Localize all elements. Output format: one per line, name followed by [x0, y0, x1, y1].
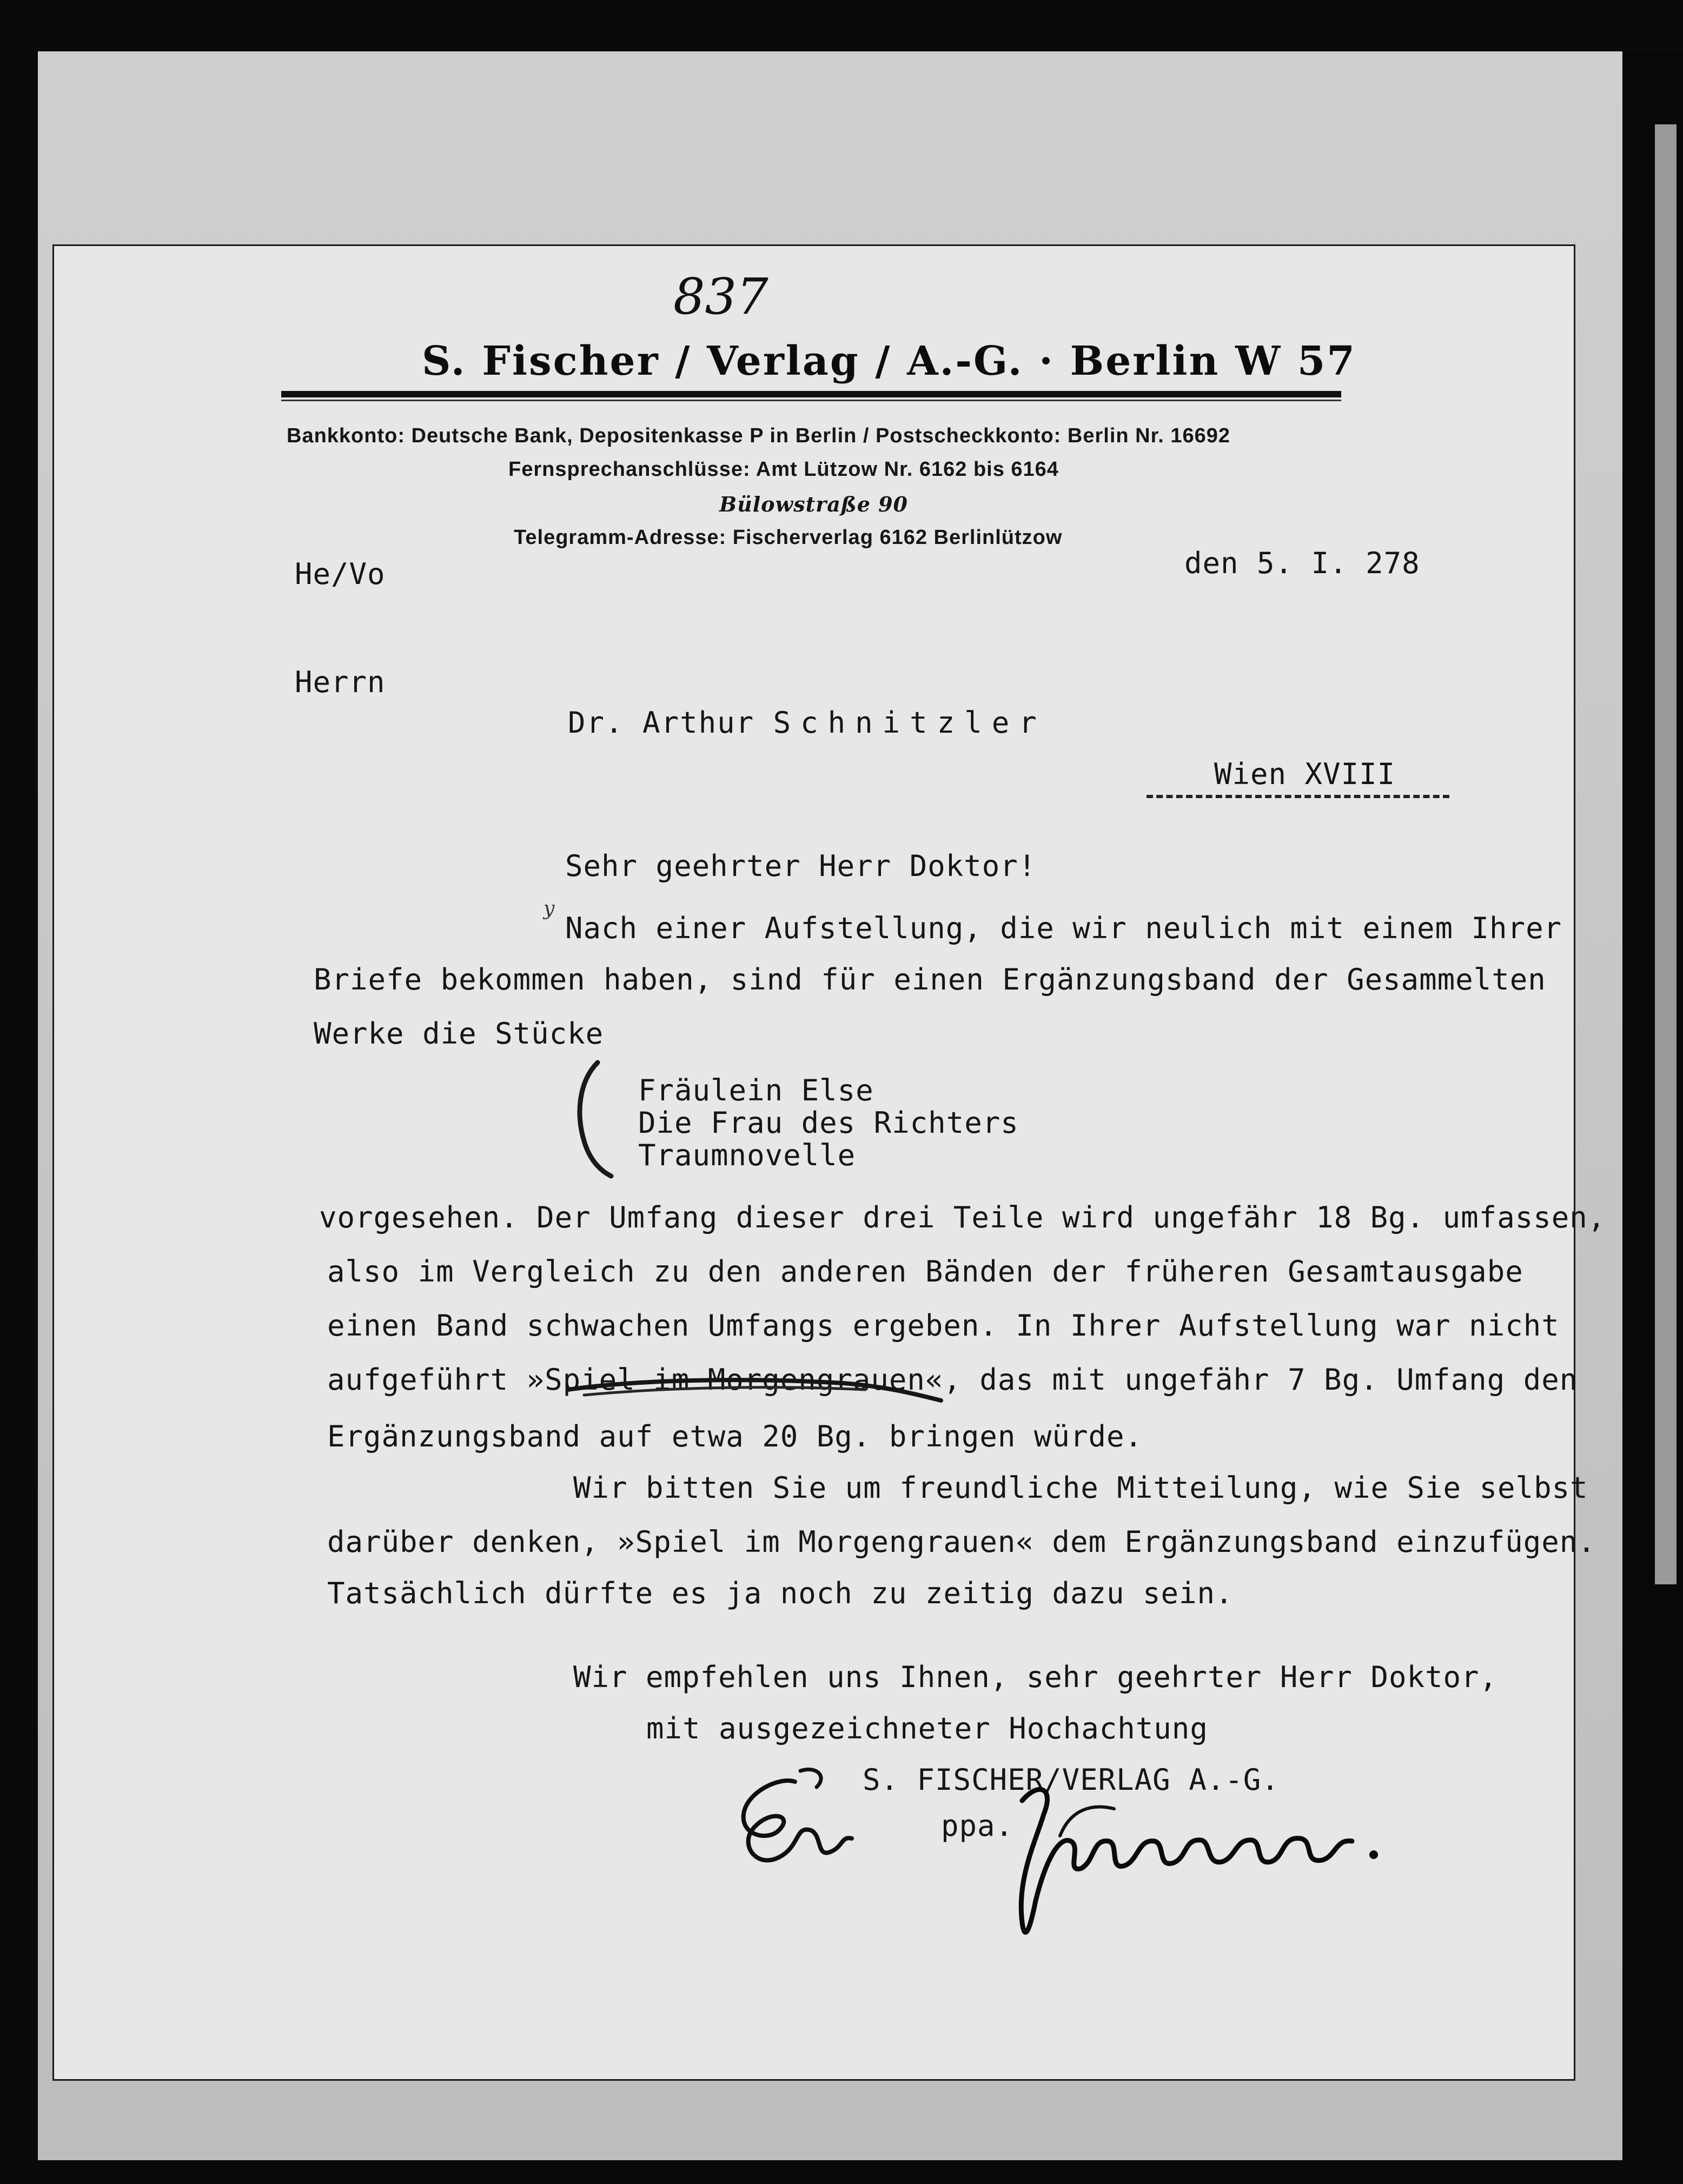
closing-line: Wir empfehlen uns Ihnen, sehr geehrter Herr Doktor, [573, 1660, 1498, 1694]
body-line: Werke die Stücke [314, 1017, 604, 1051]
ppa-label: ppa. [941, 1809, 1014, 1843]
addressee-city: Wien XVIII [1214, 757, 1396, 791]
letterhead-rule-thin [281, 400, 1341, 401]
handwritten-bracket [568, 1060, 617, 1179]
mounting-board [38, 51, 1628, 2160]
body-line: darüber denken, »Spiel im Morgengrauen« dem Ergänzungsband einzufügen. [327, 1525, 1596, 1559]
letterhead-title: S. Fischer / Verlag / A.-G. · Berlin W 57 [422, 338, 1356, 384]
body-line: Nach einer Aufstellung, die wir neulich mit einem Ihrer [565, 911, 1562, 945]
street-address: Bülowstraße 90 [719, 492, 908, 516]
body-line: Wir bitten Sie um freundliche Mitteilung, wie Sie selbst [573, 1471, 1588, 1505]
telegram-address: Telegramm-Adresse: Fischerverlag 6162 Berlinlützow [514, 526, 1063, 549]
archive-number: 837 [673, 268, 768, 326]
body-line: also im Vergleich zu den anderen Bänden der früheren Gesamtausgabe [327, 1254, 1523, 1289]
handwritten-signature [736, 1749, 1493, 1998]
body-line: Ergänzungsband auf etwa 20 Bg. bringen würde. [327, 1419, 1143, 1453]
letter-date: den 5. I. 278 [1184, 546, 1420, 580]
phone-details: Fernsprechanschlüsse: Amt Lützow Nr. 6162 bis 6164 [508, 458, 1059, 481]
greeting: Sehr geehrter Herr Doktor! [565, 849, 1037, 883]
body-line: aufgeführt »Spiel im Morgengrauen«, das mit ungefähr 7 Bg. Umfang den [327, 1363, 1578, 1397]
addressee-name [568, 706, 1046, 740]
company-signature-block: S. FISCHER/VERLAG A.-G. [863, 1763, 1280, 1797]
body-line: Briefe bekommen haben, sind für einen Ergänzungsband der Gesammelten [314, 962, 1546, 997]
addressee-title: Dr. Arthur [568, 706, 755, 740]
bank-details: Bankkonto: Deutsche Bank, Depositenkasse P in Berlin / Postscheckkonto: Berlin Nr. 16692 [287, 424, 1231, 447]
addressee-surname: Schnitzler [773, 706, 1046, 740]
work-item: Traumnovelle [638, 1138, 856, 1172]
closing-line: mit ausgezeichneter Hochachtung [646, 1711, 1208, 1745]
film-strip-edge [1655, 124, 1677, 1584]
letterhead-rule [281, 391, 1341, 397]
city-underline [1147, 795, 1449, 798]
margin-annotation: y [544, 898, 555, 920]
letter-content [54, 246, 1606, 2079]
body-line: vorgesehen. Der Umfang dieser drei Teile wird ungefähr 18 Bg. umfassen, [319, 1200, 1606, 1234]
addressee-salutation: Herrn [295, 665, 386, 699]
handwritten-underline [562, 1373, 952, 1406]
work-item: Fräulein Else [638, 1073, 874, 1107]
reference-code: He/Vo [295, 557, 386, 591]
letter-sheet [54, 246, 1606, 2079]
body-line: einen Band schwachen Umfangs ergeben. In Ihrer Aufstellung war nicht [327, 1309, 1560, 1343]
body-line: Tatsächlich dürfte es ja noch zu zeitig dazu sein. [327, 1576, 1234, 1610]
work-item: Die Frau des Richters [638, 1106, 1019, 1140]
